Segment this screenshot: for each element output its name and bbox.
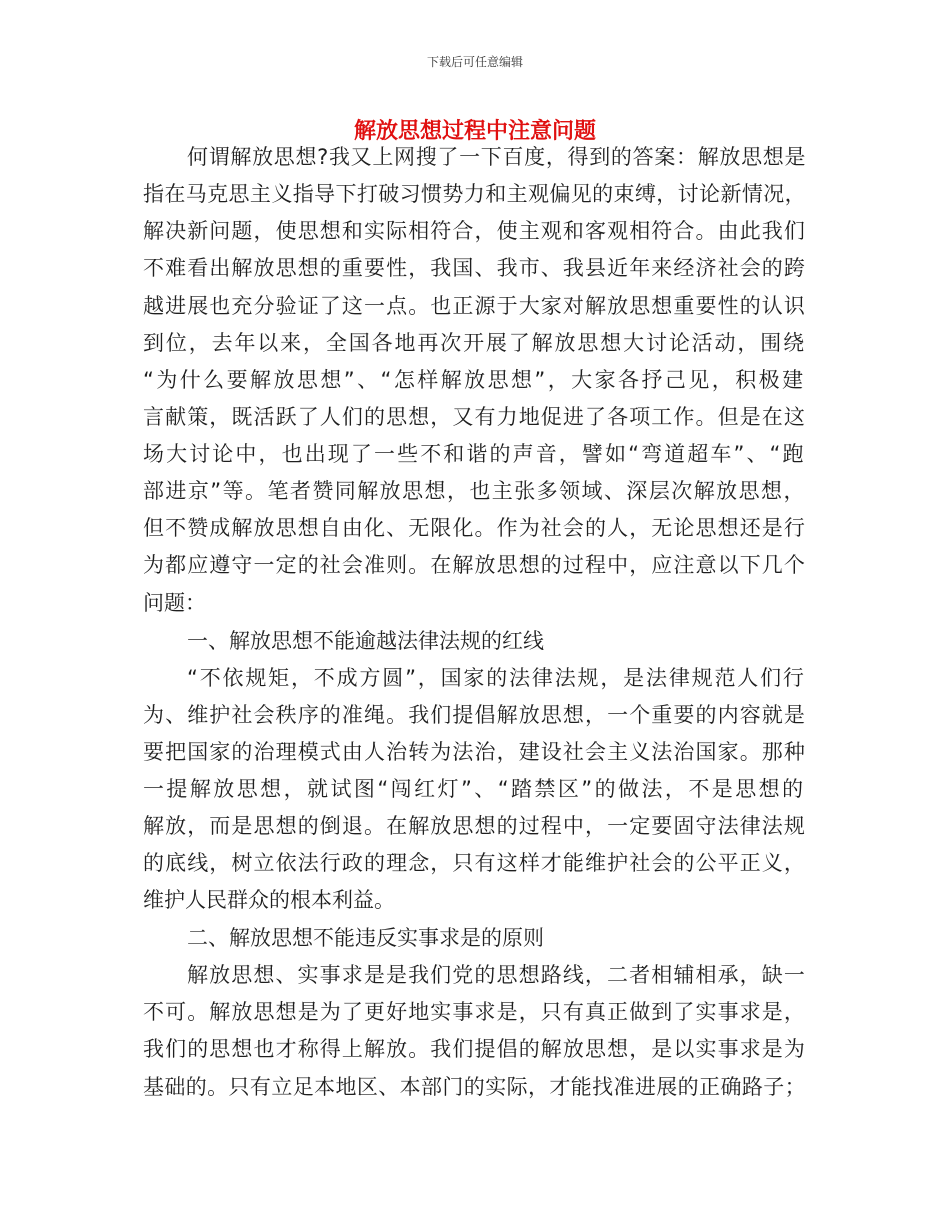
body-line: 二、解放思想不能违反实事求是的原则 <box>187 926 544 950</box>
body-line: 一提解放思想，就试图“闯红灯”、“踏禁区”的做法，不是思想的 <box>143 777 806 801</box>
body-line: 何谓解放思想?我又上网搜了一下百度，得到的答案：解放思想是 <box>187 145 807 169</box>
body-line: 维护人民群众的根本利益。 <box>143 888 395 912</box>
body-line: 问题： <box>143 591 206 615</box>
document-title: 解放思想过程中注意问题 <box>353 119 596 144</box>
body-line: 部进京”等。笔者赞同解放思想，也主张多领域、深层次解放思想， <box>143 479 806 503</box>
body-line: 解放，而是思想的倒退。在解放思想的过程中，一定要固守法律法规 <box>143 814 806 838</box>
body-line: 为、维护社会秩序的准绳。我们提倡解放思想，一个重要的内容就是 <box>143 703 806 727</box>
body-line: 不可。解放思想是为了更好地实事求是，只有真正做到了实事求是， <box>143 1000 806 1024</box>
body-line: 为都应遵守一定的社会准则。在解放思想的过程中，应注意以下几个 <box>143 553 806 577</box>
body-line: “不依规矩，不成方圆”，国家的法律法规，是法律规范人们行 <box>187 666 806 690</box>
body-line: 但不赞成解放思想自由化、无限化。作为社会的人，无论思想还是行 <box>143 516 806 540</box>
body-line: 越进展也充分验证了这一点。也正源于大家对解放思想重要性的认识 <box>143 294 806 318</box>
body-line: 言献策，既活跃了人们的思想，又有力地促进了各项工作。但是在这 <box>143 405 806 429</box>
body-line: “为什么要解放思想”、“怎样解放思想”，大家各抒己见，积极建 <box>143 368 806 392</box>
body-line: 我们的思想也才称得上解放。我们提倡的解放思想，是以实事求是为 <box>143 1037 806 1061</box>
body-line: 场大讨论中，也出现了一些不和谐的声音，譬如“弯道超车”、“跑 <box>143 442 806 466</box>
page-header: 下载后可任意编辑 <box>426 55 523 69</box>
body-line: 一、解放思想不能逾越法律法规的红线 <box>187 629 544 653</box>
body-line: 的底线，树立依法行政的理念，只有这样才能维护社会的公平正义， <box>143 851 806 875</box>
body-line: 基础的。只有立足本地区、本部门的实际，才能找准进展的正确路子； <box>143 1075 806 1099</box>
body-line: 解决新问题，使思想和实际相符合，使主观和客观相符合。由此我们 <box>143 219 806 243</box>
body-line: 指在马克思主义指导下打破习惯势力和主观偏见的束缚，讨论新情况， <box>143 182 806 206</box>
body-line: 到位，去年以来，全国各地再次开展了解放思想大讨论活动，围绕 <box>143 331 806 355</box>
body-line: 要把国家的治理模式由人治转为法治，建设社会主义法治国家。那种 <box>143 740 806 764</box>
body-line: 不难看出解放思想的重要性，我国、我市、我县近年来经济社会的跨 <box>143 256 806 280</box>
body-line: 解放思想、实事求是是我们党的思想路线，二者相辅相承，缺一 <box>187 963 806 987</box>
